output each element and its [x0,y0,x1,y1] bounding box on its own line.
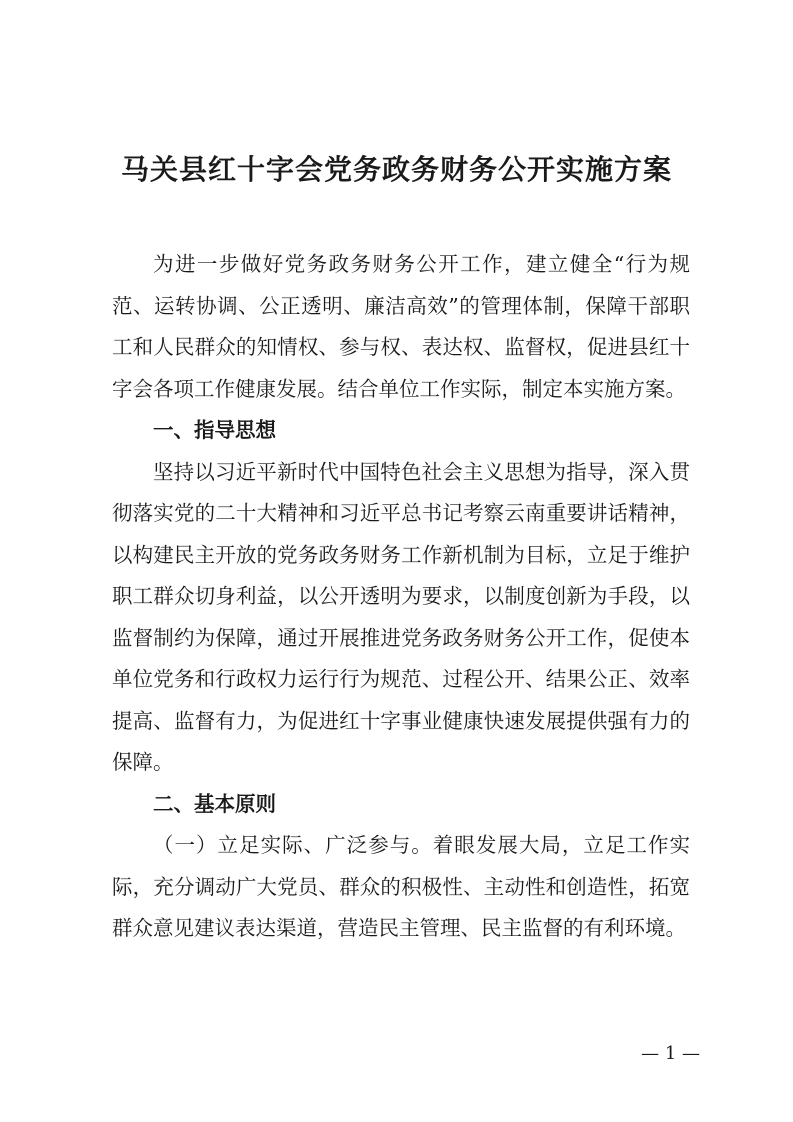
page-number: — 1 — [641,1043,700,1064]
guiding-ideology-paragraph: 坚持以习近平新时代中国特色社会主义思想为指导，深入贯彻落实党的二十大精神和习近平总书记考察云南重要讲话精神，以构建民主开放的党务政务财务工作新机制为目标，立足于维护职工群众切身利益，以公开透明为要求，以制度创新为手段，以监督制约为保障，通过开展推进党务政务财务公开工作，促使本单位党务和行政权力运行行为规范、过程公开、结果公正、效率提高、监督有力，为促进红十字事业健康快速发展提供强有力的保障。 [112,459,690,774]
document-title: 马关县红十字会党务政务财务公开实施方案 [120,153,672,186]
principle-item-1-text: 着眼发展大局，立足工作实际，充分调动广大党员、群众的积极性、主动性和创造性，拓宽群众意见建议表达渠道，营造民主管理、民主监督的有利环境。 [112,833,691,940]
principle-item-1-label: （一）立足实际、广泛参与。 [153,833,433,857]
document-body [112,244,690,950]
principle-item-1 [112,825,690,950]
intro-paragraph: 为进一步做好党务政务财务公开工作，建立健全“行为规范、运转协调、公正透明、廉洁高效”的管理体制，保障干部职工和人民群众的知情权、参与权、表达权、监督权，促进县红十字会各项工作健康发展。结合单位工作实际，制定本实施方案。 [112,252,690,401]
section-heading-basic-principles: 二、基本原则 [153,791,276,816]
section-heading-guiding-ideology: 一、指导思想 [153,418,276,442]
